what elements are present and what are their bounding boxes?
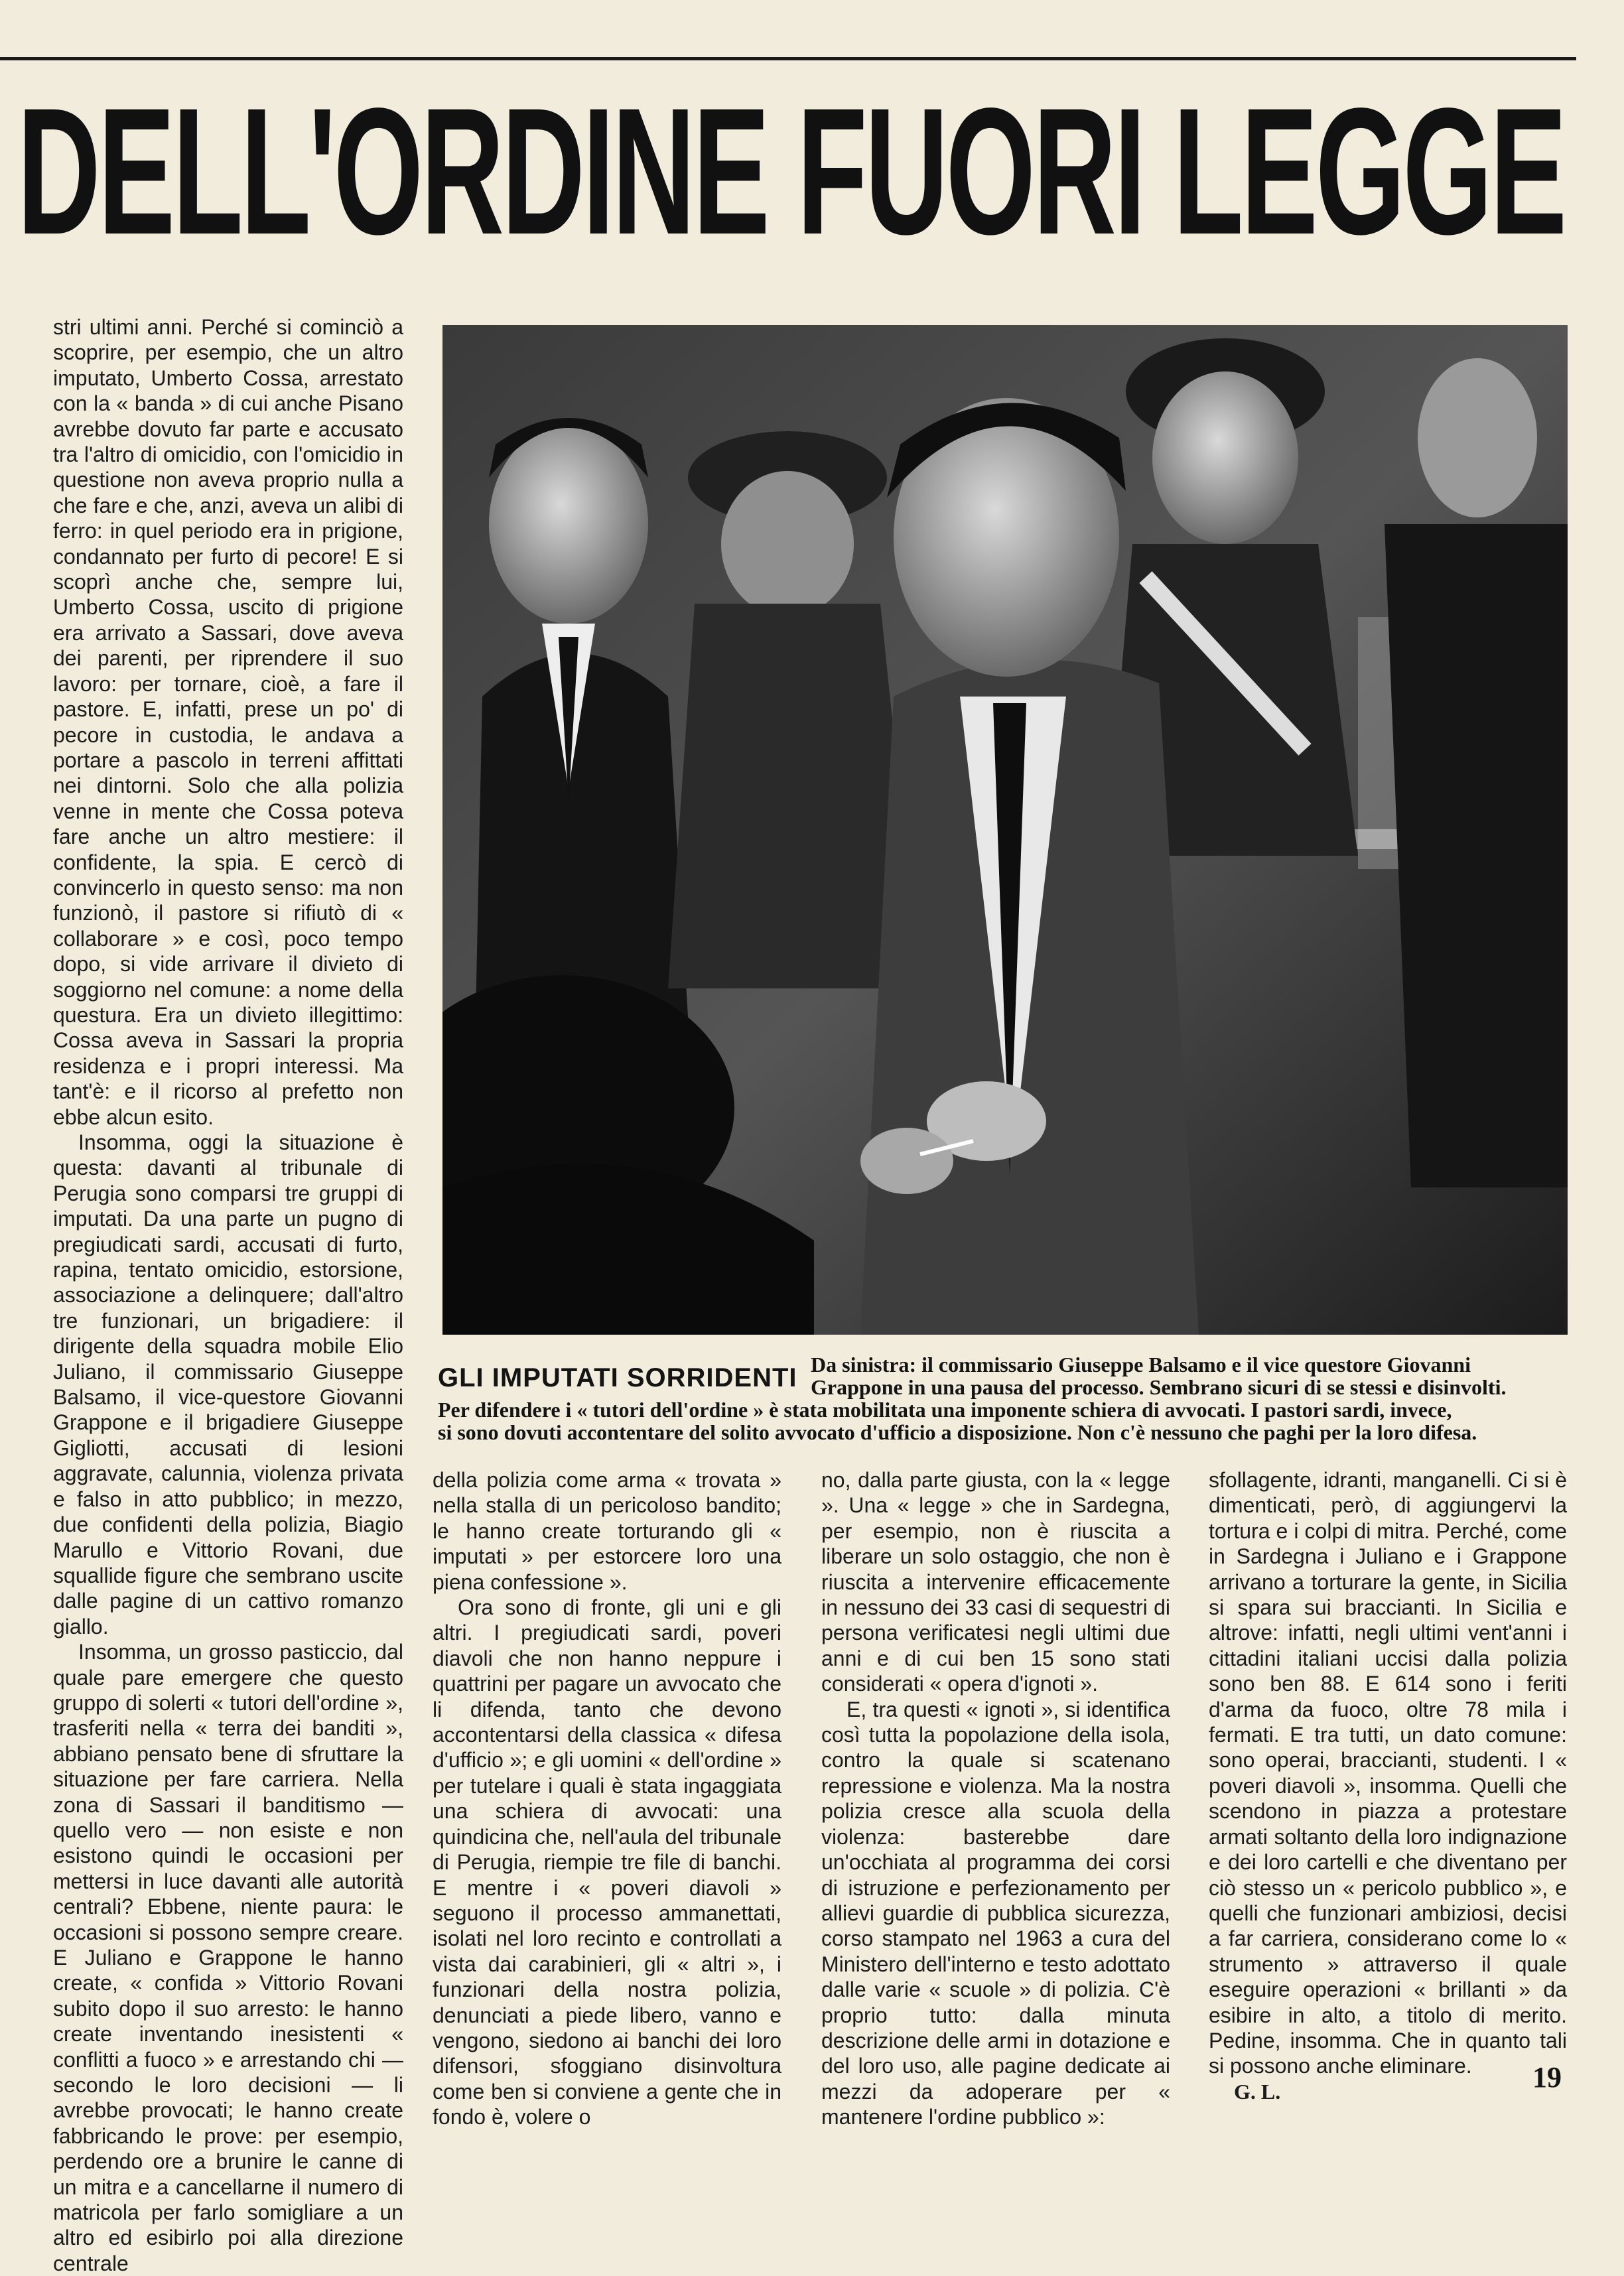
caption-line: Da sinistra: il commissario Giuseppe Balsamo e il vice questore Giovanni [811, 1353, 1471, 1376]
text-column-1 [53, 314, 403, 2276]
paragraph: Ora sono di fronte, gli uni e gli altri. I pregiudicati sardi, poveri diavoli che non hanno neppure i quattrini per pagare un avvocato che li difenda, tanto che devono accontentarsi della classica « difesa d'ufficio »; e gli uomini « dell'ordine » per tutelare i quali è stata ingaggiata una schiera di avvocati: una quindicina che, nell'aula del tribunale di Perugia, riempie tre file di banchi. E mentre i « poveri diavoli » seguono il processo ammanettati, isolati nel loro recinto e controllati a vista dai carabinieri, gli « altri », i funzionari della nostra polizia, denunciati a piede libero, vanno e vengono, siedono ai banchi dei loro difensori, sfoggiano disinvoltura come ben si conviene a gente che in fondo è, volere o [433, 1595, 781, 2129]
paragraph: stri ultimi anni. Perché si cominciò a scoprire, per esempio, che un altro imputato, Umberto Cossa, arrestato con la « banda » di cui anche Pisano avrebbe dovuto far parte e accusato tra l'altro di omicidio, con l'omicidio in questione non aveva proprio nulla a che fare e che, anzi, aveva un alibi di ferro: in quel periodo era in prigione, condannato per furto di pecore! E si scoprì anche che, sempre lui, Umberto Cossa, uscito di prigione era arrivato a Sassari, dove aveva dei parenti, per riprendere il suo lavoro: per tornare, cioè, a fare il pastore. E, infatti, prese un po' di pecore in custodia, le andava a portare a pascolo in terreni affittati nei dintorni. Solo che alla polizia venne in mente che Cossa poteva fare anche un altro mestiere: il confidente, la spia. E cercò di convincerlo in questo senso: ma non funzionò, il pastore si rifiutò di « collaborare » e così, poco tempo dopo, si vide arrivare il divieto di soggiorno nel comune: a nome della questura. Era un divieto illegittimo: Cossa aveva in Sassari la propria residenza e i propri interessi. Ma tant'è: e il ricorso al prefetto non ebbe alcun esito. [53, 315, 403, 1129]
paragraph: E, tra questi « ignoti », si identifica così tutta la popolazione della isola, contro la quale si scatenano repressione e violenza. Ma la nostra polizia cresce alla scuola della violenza: basterebbe dare un'occhiata al programma dei corsi di istruzione e perfezionamento per allievi guardie di pubblica sicurezza, corso stampato nel 1963 a cura del Ministero dell'interno e testo adottato dalle varie « scuole » di polizia. C'è proprio tutto: dalla minuta descrizione delle armi in dotazione e del loro uso, alle pagine dedicate ai mezzi da adoperare per « mantenere l'ordine pubblico »: [821, 1697, 1170, 2129]
photo-image [442, 325, 1568, 1335]
caption-line: si sono dovuti accontentare del solito avvocato d'ufficio a disposizione. Non c'è nessuno che paghi per la loro difesa. [438, 1420, 1477, 1444]
headline: DELL'ORDINE FUORI LEGGE [17, 70, 1565, 272]
text-column-2 [433, 1467, 781, 2130]
caption-line: Grappone in una pausa del processo. Sembrano sicuri di se stessi e disinvolti. [811, 1375, 1507, 1399]
paragraph: della polizia come arma « trovata » nella stalla di un pericoloso bandito; le hanno create torturando gli « imputati » per estorcere loro una piena confessione ». [433, 1468, 781, 1594]
author-signature: G. L. [1234, 2079, 1281, 2104]
paragraph: no, dalla parte giusta, con la « legge ». Una « legge » che in Sardegna, per esempio, non è riuscita a liberare un solo ostaggio, che non è riuscita a intervenire efficacemente in nessuno dei 33 casi di sequestri di persona verificatesi negli ultimi due anni e di cui ben 15 sono stati considerati « opera d'ignoti ». [821, 1468, 1170, 1696]
paragraph: Insomma, un grosso pasticcio, dal quale pare emergere che questo gruppo di solerti « tutori dell'ordine », trasferiti nella « terra dei banditi », abbiano pensato bene di sfruttare la situazione per fare carriera. Nella zona di Sassari il banditismo — quello vero — non esiste e non esistono quindi le occasioni per mettersi in luce davanti alle autorità centrali? Ebbene, niente paura: le occasioni si possono sempre creare. E Juliano e Grappone le hanno create, « confida » Vittorio Rovani subito dopo il suo arresto: le hanno create inventando inesistenti « conflitti a fuoco » e arrestando chi — secondo le loro decisioni — li avrebbe provocati; le hanno create fabbricando le prove: per esempio, perdendo ore a brunire le canne di un mitra e a cancellarne il numero di matricola per farlo somigliare a un altro ed esibirlo poi alla direzione centrale [53, 1640, 403, 2275]
court-photo [442, 325, 1568, 1335]
paragraph: Insomma, oggi la situazione è questa: davanti al tribunale di Perugia sono comparsi tre gruppi di imputati. Da una parte un pugno di pregiudicati sardi, accusati di furto, rapina, tentato omicidio, estorsione, associazione a delinquere; dall'altro tre funzionari, un brigadiere: il dirigente della squadra mobile Elio Juliano, il commissario Giuseppe Balsamo, il vice-questore Giovanni Grappone e il brigadiere Giuseppe Gigliotti, accusati di lesioni aggravate, calunnia, violenza privata e falso in atto pubblico; in mezzo, due confidenti della polizia, Biagio Marullo e Vittorio Rovani, due squallide figure che sembrano uscite dalle pagine di un cattivo romanzo giallo. [53, 1130, 403, 1639]
caption-title: GLI IMPUTATI SORRIDENTI [438, 1363, 797, 1392]
caption-line: Per difendere i « tutori dell'ordine » è stata mobilitata una imponente schiera di avvocati. I pastori sardi, invece, [438, 1398, 1452, 1422]
page-number: 19 [1532, 2061, 1562, 2094]
paragraph: sfollagente, idranti, manganelli. Ci si è dimenticati, però, di aggiungervi la tortura e i colpi di mitra. Perché, come in Sardegna i Juliano e i Grappone arrivano a torturare la gente, in Sicilia si spara sui braccianti. In Sicilia e altrove: infatti, negli ultimi vent'anni i cittadini italiani uccisi dalla polizia sono ben 88. E 614 sono i feriti d'arma da fuoco, oltre 78 mila i fermati. E tra tutti, un dato comune: sono operai, braccianti, studenti. I « poveri diavoli », insomma. Quelli che scendono in piazza a protestare armati soltanto della loro indignazione e dei loro cartelli e che diventano per ciò stesso un « pericolo pubblico », e quelli che funzionari ambiziosi, decisi a far carriera, considerano come lo « strumento » attraverso il quale eseguire operazioni « brillanti » da esibire in alto, a titolo di merito. Pedine, insomma. Che in quanto tali si possono anche eliminare. [1209, 1468, 1567, 2078]
text-column-3 [821, 1467, 1170, 2130]
top-rule [0, 57, 1576, 60]
text-column-4 [1209, 1467, 1567, 2104]
